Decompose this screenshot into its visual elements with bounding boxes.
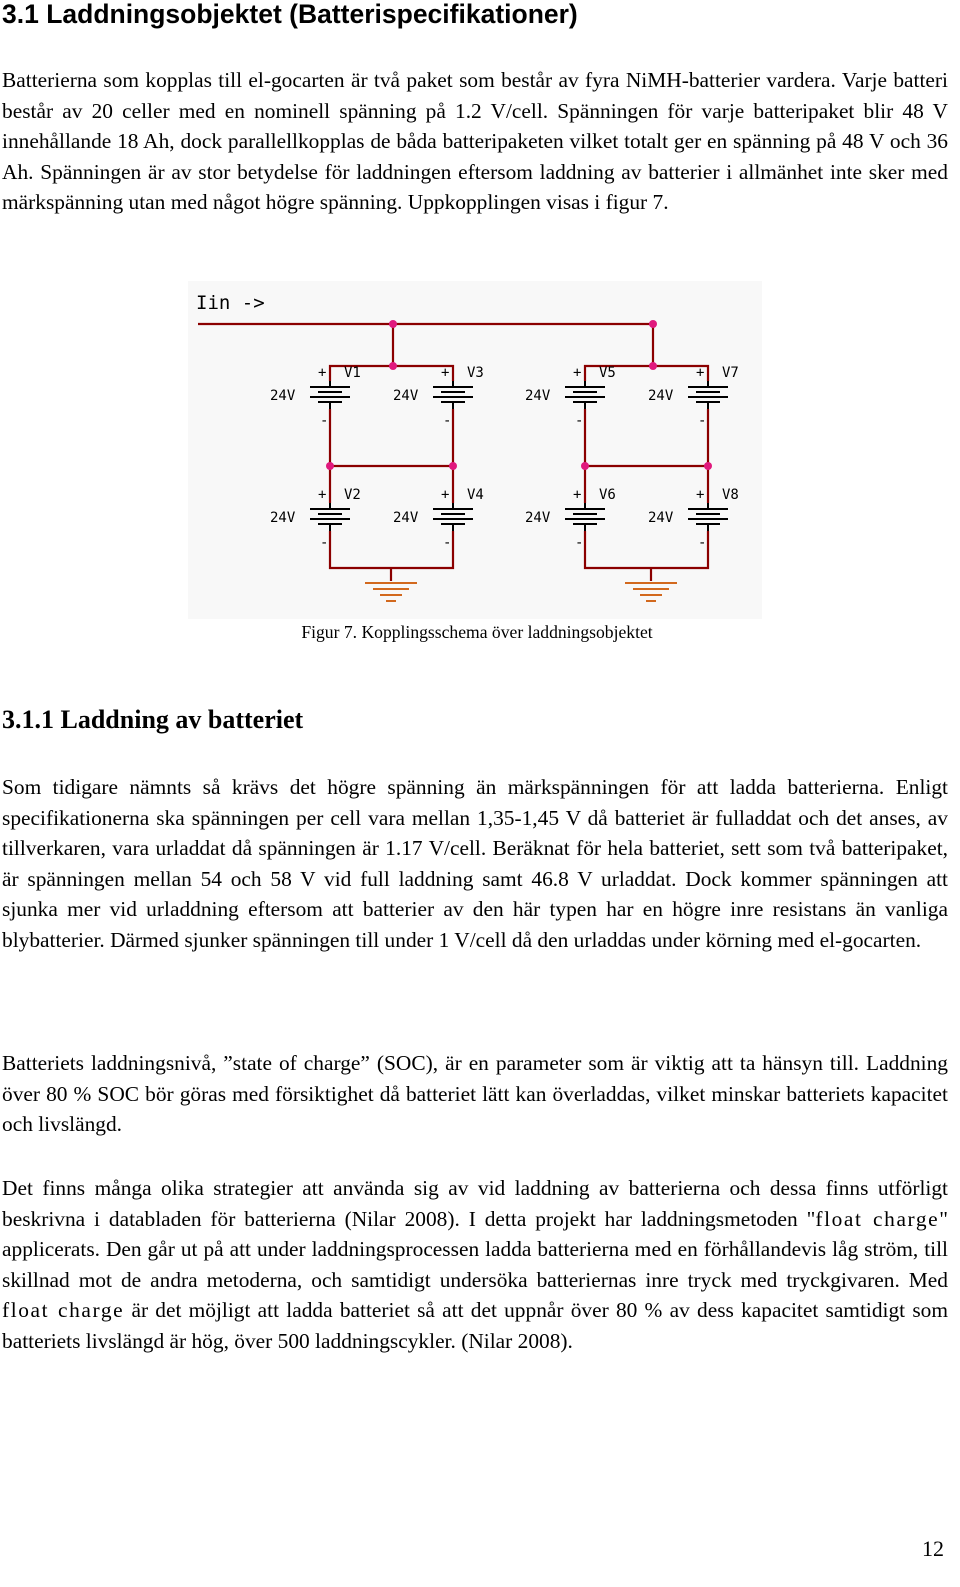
battery-minus-sign: - — [698, 413, 707, 429]
battery-plus-sign: + — [318, 487, 327, 503]
battery-name-label: V1 — [344, 365, 361, 381]
subsection-heading: 3.1.1 Laddning av batteriet — [2, 705, 304, 734]
battery-minus-sign: - — [575, 535, 584, 551]
battery-voltage-label: 24V — [525, 510, 551, 526]
battery-plus-sign: + — [441, 365, 450, 381]
junction-node — [581, 462, 589, 470]
battery-v6 — [525, 487, 616, 551]
battery-v2 — [270, 487, 361, 551]
junction-node — [449, 462, 457, 470]
battery-name-label: V6 — [599, 487, 616, 503]
term-float-charge: float charge — [815, 1206, 940, 1231]
input-current-label: Iin -> — [196, 292, 265, 314]
circuit-schematic — [188, 281, 762, 619]
battery-plus-sign: + — [573, 365, 582, 381]
battery-minus-sign: - — [575, 413, 584, 429]
left-feed-wire — [330, 324, 393, 381]
battery-name-label: V8 — [722, 487, 739, 503]
battery-group — [270, 365, 739, 551]
battery-voltage-label: 24V — [393, 388, 419, 404]
battery-minus-sign: - — [443, 535, 452, 551]
battery-voltage-label: 24V — [393, 510, 419, 526]
battery-name-label: V5 — [599, 365, 616, 381]
battery-name-label: V3 — [467, 365, 484, 381]
right-feed-wire — [585, 324, 653, 381]
battery-minus-sign: - — [320, 413, 329, 429]
junction-node — [704, 462, 712, 470]
battery-plus-sign: + — [441, 487, 450, 503]
ground-symbols — [365, 583, 677, 601]
paragraph-text-part2: " applicerats. Den går ut på att under laddningsprocessen ladda batterierna med en förhållandevis låg ström, till skillnad mot de andra metoderna, och samtidigt undersöka batteriernas inre tryck med tryckgivaren. Med — [2, 1206, 948, 1292]
battery-voltage-label: 24V — [648, 388, 674, 404]
battery-v4 — [393, 487, 484, 551]
battery-plus-sign: + — [696, 487, 705, 503]
section-heading: 3.1 Laddningsobjektet (Batterispecifikationer) — [2, 0, 578, 29]
term-float-charge-2: float charge — [2, 1298, 125, 1322]
battery-voltage-label: 24V — [525, 388, 551, 404]
paragraph-float-charge — [2, 1173, 948, 1356]
junction-node — [389, 320, 397, 328]
battery-voltage-label: 24V — [270, 510, 296, 526]
paragraph-battery-spec: Batterierna som kopplas till el-gocarten är två paket som består av fyra NiMH-batterier vardera. Varje batteri består av 20 celler med en nominell spänning på 1.2 V/cell. Spänningen för varje batteripaket blir 48 V innehållande 18 Ah, dock parallellkopplas de båda batteripaketen vilket totalt ger en spänning på 48 V och 36 Ah. Spänningen är av stor betydelse för laddningen eftersom laddning av batterier i allmänhet inte sker med märkspänning utan med något högre spänning. Uppkopplingen visas i figur 7. — [2, 68, 948, 214]
junction-node — [389, 362, 397, 370]
battery-name-label: V2 — [344, 487, 361, 503]
right-middle-bus — [585, 409, 708, 466]
circuit-figure — [188, 281, 762, 619]
battery-v3 — [393, 365, 484, 429]
battery-v5 — [525, 365, 616, 429]
battery-voltage-label: 24V — [270, 388, 296, 404]
battery-name-label: V7 — [722, 365, 739, 381]
battery-minus-sign: - — [443, 413, 452, 429]
left-middle-bus — [330, 409, 453, 466]
battery-voltage-label: 24V — [648, 510, 674, 526]
battery-v7 — [648, 365, 739, 429]
ground-icon — [625, 583, 677, 601]
battery-plus-sign: + — [318, 365, 327, 381]
battery-minus-sign: - — [320, 535, 329, 551]
left-bottom-bus — [330, 531, 453, 568]
circuit-wires — [198, 324, 708, 581]
paragraph-text-part1: Det finns många olika strategier att använda sig av vid laddning av batterierna och dessa finns utförligt beskrivna i databladen för batterierna (Nilar 2008). I detta projekt har laddningsmetoden " — [2, 1176, 948, 1231]
battery-plus-sign: + — [696, 365, 705, 381]
page-number: 12 — [922, 1536, 944, 1561]
paragraph-text-part3: är det möjligt att ladda batteriet så att det uppnår över 80 % av dess kapacitet samtidigt som batteriets livslängd är hög, över 500 laddningscykler. (Nilar 2008). — [2, 1298, 948, 1353]
paragraph-soc: Batteriets laddningsnivå, ”state of charge” (SOC), är en parameter som är viktig att ta hänsyn till. Laddning över 80 % SOC bör göras med försiktighet då batteriet lätt kan överladdas, vilket minskar batteriets kapacitet och livslängd. — [2, 1051, 948, 1136]
paragraph-charging: Som tidigare nämnts så krävs det högre spänning än märkspänningen för att ladda batterierna. Enligt specifikationerna ska spänningen per cell vara mellan 1,35-1,45 V då batteriet är fulladdat och det anses, av tillverkaren, vara urladdat då spänningen är 1.17 V/cell. Beräknat för hela batteriet, sett som två batteripaket, är spänningen mellan 54 och 58 V vid full laddning samt 46.8 V urladdat. Dock kommer spänningen att sjunka mer vid urladdning eftersom att batterier av den här typen har en högre inre resistans än vanliga blybatterier. Därmed sjunker spänningen till under 1 V/cell då den urladdas under körning med el-gocarten. — [2, 775, 948, 952]
battery-plus-sign: + — [573, 487, 582, 503]
junction-node — [649, 320, 657, 328]
battery-v1 — [270, 365, 361, 429]
battery-v8 — [648, 487, 739, 551]
right-bottom-bus — [585, 531, 708, 568]
junction-node — [649, 362, 657, 370]
figure-caption: Figur 7. Kopplingsschema över laddningsobjektet — [301, 622, 653, 642]
battery-minus-sign: - — [698, 535, 707, 551]
ground-icon — [365, 583, 417, 601]
battery-name-label: V4 — [467, 487, 484, 503]
junction-node — [326, 462, 334, 470]
